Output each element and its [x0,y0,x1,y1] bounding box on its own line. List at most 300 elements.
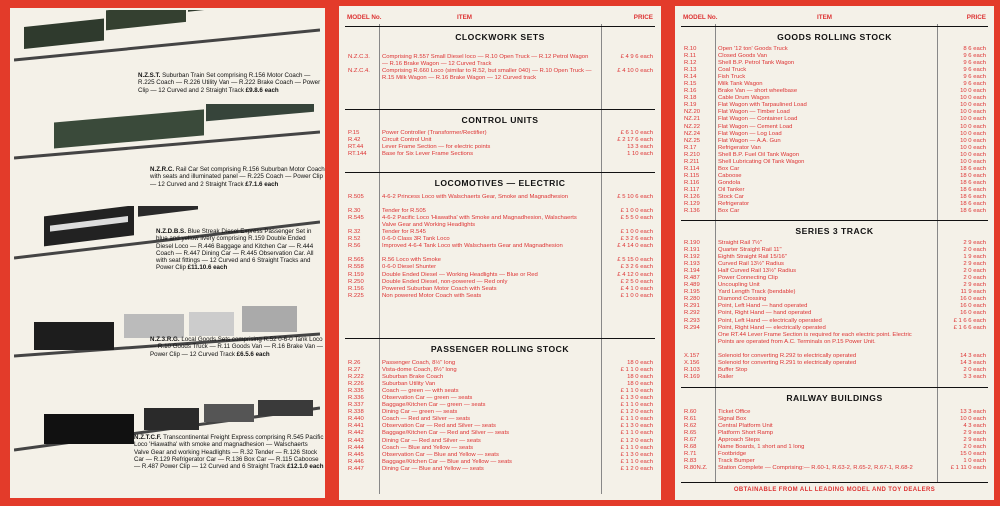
header-item: ITEM [457,14,473,21]
item-price: 18 6 each [960,208,986,215]
item-description: Coach — Blue and Yellow — seats [382,444,474,451]
model-number: X.156 [684,359,700,366]
item-description: Non powered Motor Coach with Seats [382,292,482,299]
item-description: Power Controller (Transformer/Rectifier) [382,130,487,136]
model-number: R.280 [684,296,700,303]
model-number: R.489 [684,282,700,289]
model-number: NZ.20 [684,109,701,116]
item-price: £ 5 15 0 each [617,257,653,264]
price-row [339,459,661,466]
price-row [339,374,661,381]
model-number: R.15 [684,81,697,88]
price-row [675,289,994,296]
model-number: R.545 [348,215,364,222]
model-number: RT.44 [348,144,364,151]
item-price: 2 0 each [963,247,986,254]
price-row [675,268,994,275]
model-number: R.211 [684,158,700,165]
price-row [339,360,661,367]
item-price: £ 4 10 0 each [617,68,653,75]
price-row [675,53,994,60]
model-number: N.Z.C.3. [348,54,370,60]
item-price: 18 0 each [960,172,986,179]
item-price: £ 4 1 0 each [620,285,653,292]
model-number: NZ.21 [684,116,701,123]
item-description: Dining Car — Red and Silver — seats [382,437,481,444]
price-row [339,236,661,243]
item-price: £ 1 1 0 each [620,416,653,423]
item-description: Gondola [718,179,741,186]
item-description: Open '12 ton' Goods Truck [718,46,788,52]
model-number: NZ.22 [684,123,701,130]
dealers-footer: OBTAINABLE FROM ALL LEADING MODEL AND TOY DEALERS [733,487,936,493]
item-price: 10 0 each [960,102,986,109]
price-row [675,310,994,317]
model-number: R.18 [684,95,697,102]
item-description: Shell B.P. Fuel Oil Tank Wagon [718,151,800,158]
item-price: 2 9 each [963,261,986,268]
price-row [339,423,661,430]
item-description: Caboose [718,172,742,179]
item-price: £ 1 1 0 each [620,444,653,451]
item-price: 18 6 each [960,186,986,193]
model-number: R.136 [684,208,700,215]
model-number: R.446 [348,458,364,465]
column-header [675,14,994,24]
item-price: 2 0 each [963,444,986,451]
price-row [675,416,994,423]
item-description: Buffer Stop [718,366,748,373]
model-number: R.487 [684,275,700,282]
item-description: Refrigerator Van [718,144,761,151]
price-row [339,452,661,459]
price-row [339,68,661,89]
model-number: R.27 [348,367,361,374]
price-row [675,296,994,303]
item-price: £ 1 0 0 each [620,208,653,215]
price-row [675,367,994,374]
set-nztcf [10,400,325,498]
item-price: £ 4 14 0 each [617,243,653,250]
item-price: 9 6 each [963,81,986,88]
model-number: R.129 [684,201,700,208]
item-description: Tender for R.505 [382,208,426,215]
model-number: R.12 [684,60,697,67]
price-row [675,437,994,444]
item-description: Coach — green — with seats [382,388,459,395]
item-description: Observation Car — Blue and Yellow — seats [382,451,499,458]
price-row [675,325,994,332]
item-description: Point, Right Hand — hand operated [718,310,812,317]
column-header [339,14,661,24]
price-row [675,124,994,131]
price-row [675,275,994,282]
header-item: ITEM [817,14,833,21]
price-row [675,194,994,201]
item-description: Box Car [718,208,740,215]
item-description: Flat Wagon — A.A. Gun [718,137,781,144]
item-price: 15 0 each [960,451,986,458]
model-number: R.14 [684,74,697,81]
price-row [675,353,994,360]
model-number: R.337 [348,402,364,409]
model-number: R.114 [684,165,700,172]
item-description: Ticket Office [718,409,751,415]
price-row [675,173,994,180]
item-description: Refrigerator [718,201,750,208]
item-description: Quarter Straight Rail 11" [718,247,782,254]
item-description: Half Curved Rail 13½" Radius [718,268,797,275]
item-price: 1 10 each [627,151,653,158]
item-description: Suburban Brake Coach [382,374,444,381]
item-description: Circuit Control Unit [382,137,432,144]
item-price: 10 0 each [960,109,986,116]
model-number: R.338 [348,409,364,416]
price-row [339,257,661,264]
item-price: £ 1 1 0 each [620,430,653,437]
price-row [339,151,661,158]
model-number: R.56 [348,243,361,250]
price-row [339,286,661,293]
suburban-train-photo [14,10,320,66]
model-number: R.190 [684,240,700,246]
item-price: 13 3 each [960,409,986,415]
item-price: 18 6 each [960,165,986,172]
item-description: Coal Truck [718,67,747,74]
price-row [675,201,994,208]
item-price: 13 3 each [627,144,653,151]
item-description: Central Platform Unit [718,423,773,430]
price-row [339,208,661,215]
item-description: Eighth Straight Rail 15/16" [718,254,787,261]
item-price: 10 0 each [960,144,986,151]
model-number: R.558 [348,264,364,271]
price-row [339,381,661,388]
item-description: Diamond Crossing [718,296,767,303]
item-description: Brake Van — short wheelbase [718,88,798,95]
set-nzst [10,10,325,102]
set-nzrc [10,104,325,200]
price-row [339,279,661,286]
item-description: Lever Frame Section — for electric points [382,144,491,151]
price-row [339,430,661,437]
item-description: Comprising R.557 Small Diesel loco — R.10 Open Truck — R.12 Petrol Wagon — R.16 Brake Wagon — 12 Curved Track [382,54,589,68]
item-price: £ 1 2 0 each [620,437,653,444]
item-description: Cable Drum Wagon [718,95,770,102]
price-row [675,102,994,109]
item-description: 4-6-2 Princess Loco with Walschaerts Gear, Smoke and Magnadhesion [382,194,569,200]
item-description: Point, Right Hand — electrically operated [718,324,826,331]
price-row [339,293,661,300]
item-description: Dining Car — Blue and Yellow — seats [382,465,484,472]
item-price: 18 0 each [627,360,653,366]
price-row [675,109,994,116]
price-row [339,445,661,452]
item-price: 2 0 each [963,366,986,373]
item-price: 11 9 each [960,289,986,296]
item-description: Improved 4-6-4 Tank Loco with Walschaerts Gear and Magnadhesion [382,243,563,250]
model-number: NZ.25 [684,137,701,144]
item-description: Powered Suburban Motor Coach with Seats [382,285,497,292]
set-caption: N.Z.D.B.S. Blue Streak Diesel Express Passenger Set in blue and yellow livery comprising R.159 Double Ended Diesel Loco — R.446 Baggage and Kitchen Car — R.444 Coach — R.447 Dining Car — R.445 Observation Car. All with seat fittings — 12 Curved and 6 Straight Tracks and Power Clip £11.10.6 each [156,228,314,272]
model-number: P.15 [348,130,360,136]
model-number: R.442 [348,430,364,437]
item-description: R.56 Loco with Smoke [382,257,441,264]
item-description: Curved Rail 13½" Radius [718,261,784,268]
item-price: 14 3 each [960,359,986,366]
item-description: Flat Wagon — Log Load [718,130,782,137]
item-description: Approach Steps [718,437,760,444]
price-row [339,215,661,229]
model-number: R.126 [684,193,700,200]
model-number: R.115 [684,172,700,179]
price-row [675,67,994,74]
item-price: 18 0 each [627,381,653,388]
price-row [675,88,994,95]
item-price: £ 4 9 6 each [620,54,653,60]
model-number: R.335 [348,388,364,395]
price-row [339,438,661,445]
price-row [675,81,994,88]
price-row [339,466,661,473]
model-number: R.445 [348,451,364,458]
price-row [675,145,994,152]
price-row [675,95,994,102]
item-description: Railer [718,373,734,380]
set-caption: N.Z.3.R.G. Local Goods Sets comprising R.52 0-6-0 Tank Loco — R.10 Goods Truck — R.11 Goods Van — R.16 Brake Van — Power Clip — 12 Curved Track £6.5.6 each [150,336,323,358]
price-row [339,388,661,395]
item-description: Yard Length Track (bendable) [718,289,796,296]
model-number: R.42 [348,137,361,144]
item-price: 18 6 each [960,193,986,200]
item-description: Coach — Red and Silver — seats [382,416,471,423]
model-number: R.192 [684,254,700,261]
item-description: Passenger Coach, 8½" long [382,360,456,366]
section-title: GOODS ROLLING STOCK [777,32,892,42]
model-number: R.193 [684,261,700,268]
item-description: Power Connecting Clip [718,275,778,282]
model-number: R.169 [684,373,700,380]
set-caption: N.Z.T.C.F. Transcontinental Freight Express comprising R.545 Pacific Loco 'Hiawatha' with smoke and magnadhesion — Walschaerts Valve Gear and working Headlights — R.32 Tender — R.126 Stock Car — R.129 Refrigerator Car — R.136 Box Car — R.115 Caboose — R.487 Power Clip — 12 Curved and 6 Straight Track £12.1.0 each [134,434,324,471]
price-list-panel-3 [667,0,1000,506]
item-price: £ 1 3 0 each [620,395,653,402]
item-price: £ 1 1 0 each [620,388,653,395]
price-row [675,152,994,159]
model-number: R.336 [348,395,364,402]
item-description: Signal Box [718,416,747,423]
model-number: R.116 [684,179,700,186]
price-row [339,409,661,416]
item-description: Name Boards, 1 short and 1 long [718,444,805,451]
item-price: 9 6 each [963,53,986,60]
item-price: 8 6 each [963,46,986,52]
model-number: R.26 [348,360,361,366]
item-description: Point, Left Hand — hand operated [718,303,808,310]
item-price: 10 0 each [960,137,986,144]
price-row [339,272,661,279]
model-number: N.Z.C.4. [348,68,370,75]
price-row [339,367,661,374]
item-description: Double Ended Diesel — Working Headlights — Blue or Red [382,271,538,278]
item-price: £ 1 0 0 each [620,292,653,299]
item-price: £ 1 1 0 each [620,367,653,374]
item-price: £ 1 1 0 each [620,458,653,465]
model-number: R.292 [684,310,700,317]
item-description: Observation Car — Red and Silver — seats [382,423,496,430]
model-number: R.52 [348,236,361,243]
item-price: 3 3 each [963,373,986,380]
item-description: Double Ended Diesel, non-powered — Red only [382,278,508,285]
price-row [339,402,661,409]
item-description: Flat Wagon — Container Load [718,116,798,123]
item-description: Flat Wagon — Cement Load [718,123,793,130]
item-description: Observation Car — green — seats [382,395,473,402]
model-number: R.68 [684,444,697,451]
section-title: CONTROL UNITS [461,115,539,125]
price-row [675,166,994,173]
model-number: R.10 [684,46,697,52]
model-number: R.505 [348,194,364,200]
item-price: £ 1 3 0 each [620,451,653,458]
price-row [675,360,994,367]
item-price: 18 0 each [627,374,653,381]
model-number: R.225 [348,292,364,299]
price-row [675,60,994,67]
price-row [675,159,994,166]
model-number: R.250 [348,278,364,285]
item-description: Fish Truck [718,74,746,81]
model-number: R.11 [684,53,697,60]
model-number: X.157 [684,352,700,359]
item-price: £ 1 11 0 each [950,465,986,472]
item-price: 10 0 each [960,151,986,158]
model-number: NZ.24 [684,130,701,137]
price-row [675,458,994,465]
item-description: Stock Car [718,193,744,200]
model-number: R.67 [684,437,697,444]
item-price: £ 3 2 6 each [620,236,653,243]
item-price: £ 1 6 6 each [953,324,986,331]
price-row [675,116,994,123]
header-price: PRICE [633,14,653,21]
model-number: R.440 [348,416,364,423]
item-price: 10 0 each [960,88,986,95]
rail-car-photo [14,104,320,160]
price-row [339,243,661,257]
item-price: 18 6 each [960,201,986,208]
model-number: R.565 [348,257,364,264]
model-number: R.156 [348,285,364,292]
model-number: R.61 [684,416,697,423]
item-description: Solenoid for converting R.292 to electrically operated [718,352,857,359]
set-nzdbs [10,206,325,301]
item-description: Track Bumper [718,458,755,465]
price-row [339,416,661,423]
price-row [675,240,994,247]
model-number: R.19 [684,102,697,109]
item-price: 2 0 each [963,275,986,282]
model-number: R.60 [684,409,697,415]
item-price: 9 6 each [963,74,986,81]
set-nz3rg [10,304,325,396]
item-price: 10 0 each [960,130,986,137]
item-price: £ 5 10 6 each [617,194,653,200]
item-description: Solenoid for converting R.291 to electrically operated [718,359,857,366]
item-description: Closed Goods Van [718,53,768,60]
header-model: MODEL No. [683,14,718,21]
model-number: R.444 [348,444,364,451]
item-price: 16 0 each [960,296,986,303]
model-number: RT.144 [348,151,367,158]
item-description: 4-6-2 Pacific Loco 'Hiawatha' with Smoke and Magnadhesion, Walschaerts Valve Gear and Working Headlights [382,215,577,229]
item-description: One RT.44 Lever Frame Section is required for each electric point. Electric Points are operated from A.C. Terminals on P.15 Power Unit. [718,331,912,345]
model-number: R.293 [684,317,700,324]
item-price: 10 0 each [960,416,986,423]
model-number: R.191 [684,247,700,254]
item-description: Baggage/Kitchen Car — green — seats [382,402,486,409]
item-description: Dining Car — green — seats [382,409,458,416]
item-description: Flat Wagon with Tarpaulined Load [718,102,807,109]
item-description: Tender for R.545 [382,229,426,236]
price-row [675,187,994,194]
item-description: 0-6-0 Class 3R Tank Loco [382,236,450,243]
item-description: Suburban Utility Van [382,381,436,388]
item-price: 1 9 each [963,254,986,261]
model-number: R.159 [348,271,364,278]
item-price: 9 6 each [963,60,986,67]
model-number: R.65 [684,430,697,437]
item-description: Uncoupling Unit [718,282,760,289]
item-price: £ 1 2 0 each [620,409,653,416]
set-caption: N.Z.S.T. Suburban Train Set comprising R.156 Motor Coach — R.225 Coach — R.226 Utility Van — R.222 Brake Coach — Power Clip — 12 Curved and 2 Straight Track £9.8.6 each [138,72,321,94]
price-list-panel-2 [333,0,667,506]
price-row [675,208,994,215]
price-row [339,194,661,208]
section-title: CLOCKWORK SETS [455,32,545,42]
price-row [339,395,661,402]
item-description: Oil Tanker [718,186,745,193]
model-number: R.194 [684,268,700,275]
train-sets-panel [0,0,333,506]
price-row [675,430,994,437]
price-row [675,423,994,430]
price-row [675,332,994,353]
item-price: 16 0 each [960,303,986,310]
price-row [675,409,994,416]
price-row [675,303,994,310]
price-row [675,282,994,289]
item-description: Base for Six Lever Frame Sections [382,151,474,158]
item-price: 9 6 each [963,67,986,74]
price-row [675,74,994,81]
price-row [675,374,994,381]
item-price: £ 2 17 6 each [617,137,653,144]
item-description: Station Complete — Comprising:— R.60-1, R.63-2, R.65-2, R.67-1, R.68-2 [718,465,913,472]
item-description: Vista-dome Coach, 8½" long [382,367,457,374]
item-description: Baggage/Kitchen Car — Blue and Yellow — seats [382,458,513,465]
item-price: £ 1 6 6 each [953,317,986,324]
price-row [339,229,661,236]
model-number: R.443 [348,437,364,444]
item-description: Platform Short Ramp [718,430,773,437]
model-number: R.62 [684,423,697,430]
item-description: Shell B.P. Petrol Tank Wagon [718,60,795,67]
item-description: Milk Tank Wagon [718,81,763,88]
model-number: R.291 [684,303,700,310]
section-title: SERIES 3 TRACK [795,226,874,236]
header-price: PRICE [966,14,986,21]
item-description: Comprising R.660 Loco (similar to R.52, but smaller 040) — R.10 Open Truck — R.15 Milk Wagon — R.16 Brake Wagon — 12 Curved track [382,68,592,82]
